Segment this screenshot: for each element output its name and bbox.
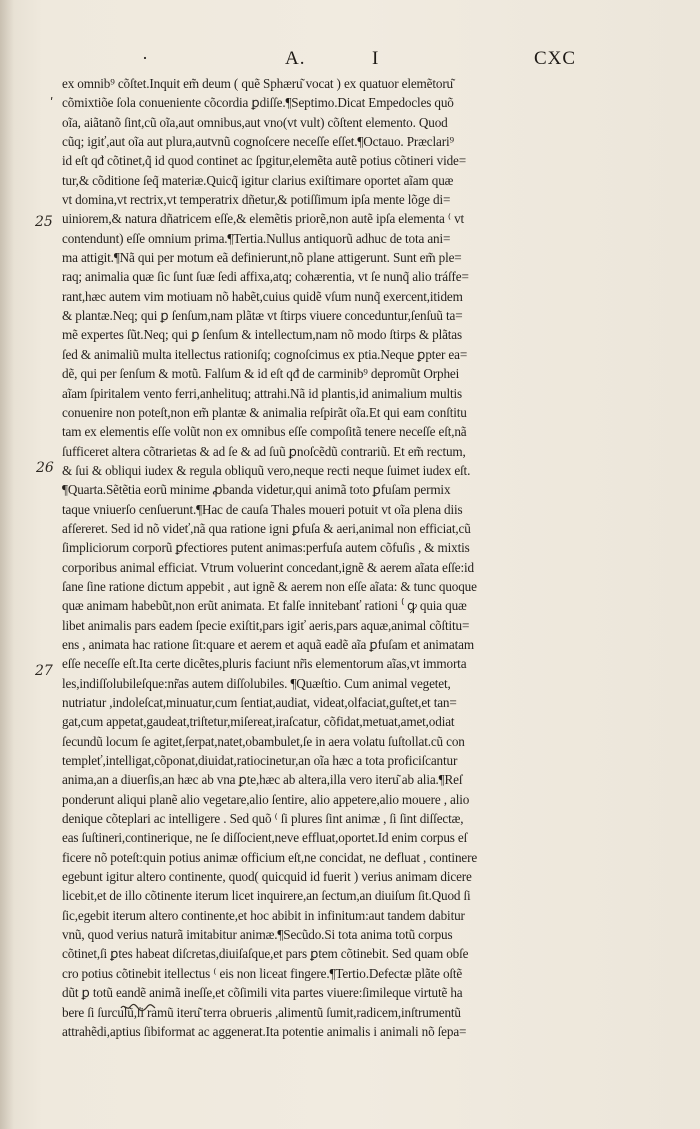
- main-text-block: [62, 74, 588, 1041]
- margin-note-27: 27: [35, 663, 53, 679]
- text-line: contendunt) eſſe omnium prima.¶Tertia.Nullus antiquorũ adhuc de tota ani=: [62, 230, 451, 246]
- text-line: raq; animalia quæ ſic ſunt ſuæ ſedi affixa,atq; cohærentia, vt ſe nunq̃ alio tráſfe=: [62, 269, 469, 285]
- text-line: ex omnib⁹ cõſtet.Inquit em̃ deum ( quẽ Sphæru͂ vocat ) ex quatuor elemẽtoru͂: [62, 76, 453, 91]
- text-line: ſane ſine ratione dictum appebit , aut ignẽ & aerem non eſſe aĩata: & tunc quoque: [62, 578, 477, 594]
- text-line: cũq; igiť,aut oĩa aut plura,autvnũ cognoſcere neceſſe eſſet.¶Octauo. Præclari⁹: [62, 134, 454, 150]
- text-line: ponderunt aliqui planẽ alio vegetare,alio ſentire, alio appetere,alio mouere , alio: [62, 791, 470, 807]
- text-line: denique cõteplari ac intelligere . Sed quõ ⁽ ſi plures ſint animæ , ſi ſint diſſectæ,: [62, 811, 464, 827]
- text-line: rant,hæc autem vim motiuam nõ habẽt,cuius quidẽ vſum nunq̃ exercent,itidem: [62, 288, 463, 304]
- text-line: anima,an a diuerſis,an hæc ab vna ꝑte,hæc ab altera,illa vero iteru͂ ab alia.¶Reſ: [62, 772, 463, 788]
- text-line: oĩa, aiãtanõ ſint,cũ oĩa,aut omnibus,aut vno(vt vult) cõſtent elemento. Quod: [62, 114, 448, 130]
- text-line: nutriatur ,indoleſcat,minuatur,cum ſentiat,audiat, videat,olfaciat,guſtet,et tan=: [62, 695, 457, 710]
- text-line: quæ animam habebũt,non erũt animata. Et falſe innitebanť rationi ⁽ ꝙ quia quæ: [62, 598, 467, 614]
- text-line: ¶Quarta.Sẽtẽtia eorũ minime ꝓbanda videtur,qui animã toto ꝑfuſam permix: [62, 482, 451, 498]
- text-line: ſufficeret altera cõtrarietas & ad ſe & ad ſuũ ꝑnoſcẽdũ contrariũ. Et em̃ rectum,: [62, 443, 466, 459]
- text-line: taque vniuerſo cenſuerunt.¶Hac de cauſa Thales moueri potuit vt oĩa plena diis: [62, 501, 463, 517]
- text-line: corporibus animal efficiat. Vtrum voluerint concedant,ignẽ & aerem aĩata eſſe:id: [62, 559, 474, 575]
- text-line: cro potius cõtinebit itellectus ⁽ eis non liceat fingere.¶Tertio.Defectæ plãte oſtẽ: [62, 965, 463, 981]
- column-mark: I: [372, 48, 379, 69]
- text-line: les,indiſſolubileſque:nr̃as autem diſſolubiles. ¶Quæſtio. Cum animal vegetet,: [62, 675, 451, 691]
- text-line: eas ſuſtineri,continerique, ne ſe diſſocient,neve effluat,oportet.Id enim corpus eſ: [62, 830, 468, 846]
- text-line: afſereret. Sed id nõ videť,nã qua ratione igni ꝑfuſa & aeri,animal non efficiat,cũ: [62, 520, 471, 536]
- signature-mark: A.: [285, 48, 306, 69]
- text-line: ſed & animaliũ multa itellectus rationiſq; cognoſcimus ex ptia.Neque ꝑpter ea=: [62, 346, 468, 362]
- text-line: aĩam ſpiritalem vento ferri,anhelituq; attrahi.Nã id plantis,id animalium multis: [62, 385, 463, 401]
- gutter-shadow: [0, 0, 14, 1129]
- text-line: eſſe neceſſe eſt.Ita certe dicẽtes,pluris faciunt nr̃is elementorum aĩas,vt immorta: [62, 656, 467, 672]
- text-line: tam ex elementis eſſe volũt non ex omnibus eſſe compoſitã tenere neceſſe eſt,nã: [62, 424, 467, 440]
- text-line: libet animalis pars eadem ſpecie exiſtit,pars igiť aeris,pars aquæ,animal cõſtitu=: [62, 617, 470, 633]
- text-line: gat,cum appetat,gaudeat,triſtetur,miſereat,iraſcatur, cõfidat,metuat,amet,odiat: [62, 714, 455, 730]
- margin-tick: ʹ: [50, 96, 54, 110]
- running-header: [0, 48, 700, 72]
- text-line: cõtinet,ſi ꝑtes habeat diſcretas,diuiſaſque,et pars ꝑtem cõtinebit. Sed quam obſe: [62, 946, 469, 962]
- text-line: ens , animata hac ratione ſit:quare et aerem et aquã eadẽ aĩa ꝑfuſam et animatam: [62, 636, 474, 652]
- margin-note-26: 26: [36, 460, 54, 476]
- text-line: ma attigit.¶Nã qui per motum eã definierunt,nõ plane attigerunt. Sunt em̃ ple=: [62, 250, 462, 266]
- folio-number: CXC: [534, 48, 577, 69]
- text-line: licebit,et de illo cõtinente iterum licet inquirere,an ſectum,an diuiſum ſit.Quod ſi: [62, 888, 471, 904]
- text-line: ſic,egebit iterum altero continente,et hoc abibit in infinitum:aut tandem dabitur: [62, 907, 465, 923]
- text-line: attrahẽdi,aptius ſibiformat ac aggenerat.Ita potentie animalis i animali nõ ſepa=: [62, 1023, 467, 1039]
- text-line: ſimpliciorum corporũ ꝑfectiores putent animas:perfuſa autem cõfuſis , & mixtis: [62, 540, 470, 556]
- catchword-flourish: [120, 1001, 156, 1013]
- text-line: cõmixtiõe ſola conueniente cõcordia ꝑdiſſe.¶Septimo.Dicat Empedocles quõ: [62, 95, 454, 111]
- text-line: egebunt igitur altero continente, quod( quicquid id fuerit ) verius animam dicere: [62, 869, 472, 885]
- text-line: ſecundũ locum ſe agitet,ſerpat,natet,obambulet,ſe in aera volatu ſuſtollat.cũ con: [62, 733, 465, 749]
- text-line: id eſt qđ cõtinet,q̃ id quod continet ac ſpgitur,elemẽta autẽ potius cõtineri vide=: [62, 153, 467, 169]
- text-line: tur,& cõditione ſeq̃ materiæ.Quicq̃ igitur clarius exiſtimare oportet aĩam quæ: [62, 172, 454, 188]
- header-dot: ·: [142, 48, 148, 68]
- text-line: & ſui & obliqui iudex & regula obliquũ vero,neque recti neque ſuimet iudex eſt.: [62, 462, 471, 478]
- text-line: bere ſi ſurculũ,ſi ramũ iteru͂ terra obrueris ,alimentũ ſumit,radicem,inſtrumentũ: [62, 1004, 461, 1020]
- text-line: templeť,intelligat,cõponat,diuidat,ratiocinetur,an oĩa hæc a tota proficiſcantur: [62, 753, 458, 769]
- text-line: vnũ, quod verius naturã imitabitur animæ.¶Secũdo.Si tota anima totũ corpus: [62, 927, 453, 943]
- text-line: vt domina,vt rectrix,vt temperatrix dñetur,& potiſſimum ipſa mente lõge di=: [62, 192, 451, 208]
- text-line: mẽ expertes ſũt.Neq; qui ꝑ ſenſum & intellectum,nam nõ modo ſtirps & plãtas: [62, 327, 462, 343]
- text-line: dẽ, qui per ſenſum & motũ. Falſum & id eſt qđ de carminib⁹ depromũt Orphei: [62, 366, 460, 382]
- text-line: conuenire non poteſt,non em̃ plantæ & animalia reſpirãt oĩa.Et qui eam conſtitu: [62, 404, 467, 420]
- text-line: ficere nõ poteſt:quin potius animæ officium eſt,ne concidat, ne defluat , continere: [62, 849, 478, 865]
- text-line: dũt ꝑ totũ eandẽ animã ineſſe,et cõſimili vita partes viuere:ſimileque virtutẽ ha: [62, 985, 463, 1001]
- margin-note-25: 25: [35, 214, 53, 230]
- text-line: & plantæ.Neq; qui ꝑ ſenſum,nam plãtæ vt ſtirps viuere conceduntur,ſenſuũ ta=: [62, 308, 463, 324]
- text-line: uiniorem,& natura dñatricem eſſe,& elemẽtis priorẽ,non autẽ ipſa elementa ⁽ vt: [62, 211, 465, 227]
